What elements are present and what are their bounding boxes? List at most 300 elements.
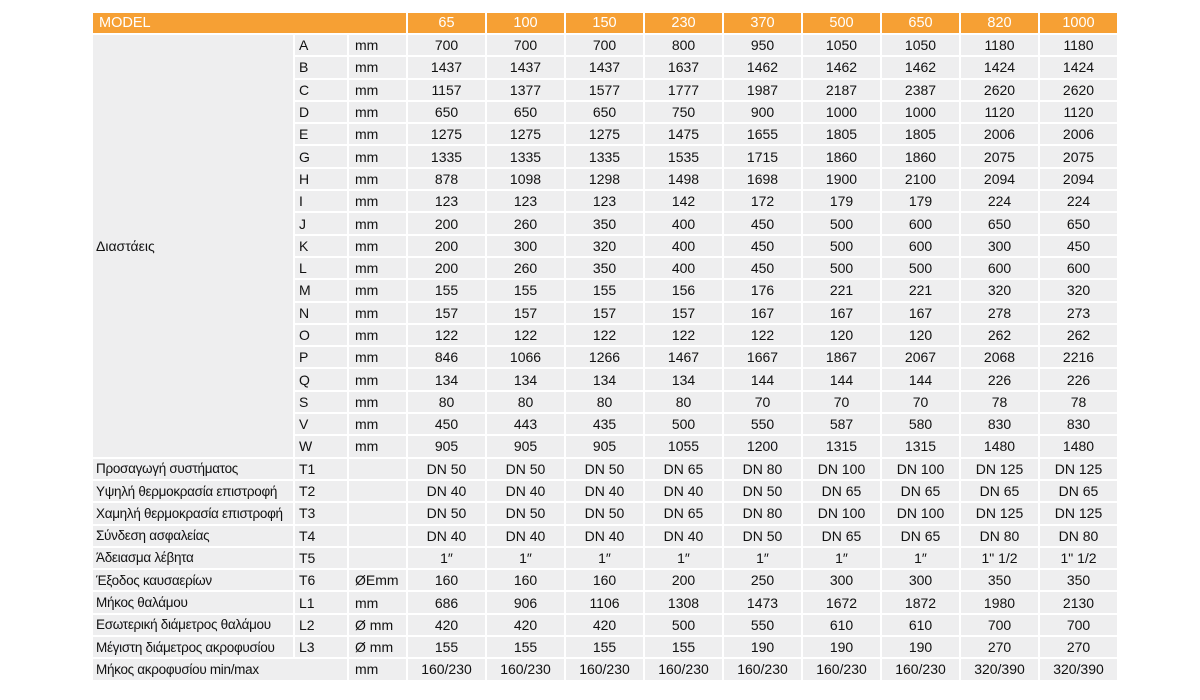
value-cell: 2006 xyxy=(961,124,1038,144)
value-cell: 1″ xyxy=(882,548,959,568)
connection-row xyxy=(93,459,1117,479)
row-label: Μήκος ακροφυσίου min/max xyxy=(93,659,347,679)
value-cell: 1805 xyxy=(803,124,880,144)
value-cell: 1473 xyxy=(724,592,801,612)
value-cell: 320 xyxy=(1040,280,1117,300)
value-cell: 2130 xyxy=(1040,592,1117,612)
value-cell: 1″ xyxy=(803,548,880,568)
dimensions-group-label: Διαστάεις xyxy=(93,35,293,457)
value-cell: 320/390 xyxy=(1040,659,1117,679)
value-cell: 450 xyxy=(1040,236,1117,256)
value-cell: 155 xyxy=(645,637,722,657)
row-unit: mm xyxy=(349,191,406,211)
model-label: MODEL xyxy=(93,13,406,33)
value-cell: 80 xyxy=(408,392,485,412)
row-unit xyxy=(349,459,406,479)
value-cell: 1667 xyxy=(724,347,801,367)
row-code: K xyxy=(295,236,347,256)
value-cell: 500 xyxy=(645,615,722,635)
value-cell: 650 xyxy=(961,213,1038,233)
row-code: T4 xyxy=(295,526,347,546)
value-cell: DN 40 xyxy=(645,526,722,546)
row-unit: mm xyxy=(349,258,406,278)
row-code: M xyxy=(295,280,347,300)
value-cell: 1424 xyxy=(1040,57,1117,77)
value-cell: DN 40 xyxy=(408,526,485,546)
row-code: T5 xyxy=(295,548,347,568)
value-cell: 1467 xyxy=(645,347,722,367)
value-cell: 878 xyxy=(408,169,485,189)
value-cell: 905 xyxy=(566,436,643,456)
value-cell: 1424 xyxy=(961,57,1038,77)
value-cell: DN 50 xyxy=(487,503,564,523)
value-cell: 167 xyxy=(724,303,801,323)
value-cell: DN 100 xyxy=(882,503,959,523)
value-cell: 123 xyxy=(487,191,564,211)
value-cell: 1200 xyxy=(724,436,801,456)
value-cell: 142 xyxy=(645,191,722,211)
value-cell: 350 xyxy=(566,213,643,233)
value-cell: 2100 xyxy=(882,169,959,189)
model-header: 370 xyxy=(724,13,801,33)
value-cell: 420 xyxy=(566,615,643,635)
value-cell: 1577 xyxy=(566,80,643,100)
value-cell: 1157 xyxy=(408,80,485,100)
value-cell: 350 xyxy=(961,570,1038,590)
value-cell: 1655 xyxy=(724,124,801,144)
value-cell: 70 xyxy=(882,392,959,412)
value-cell: DN 40 xyxy=(487,481,564,501)
value-cell: 144 xyxy=(803,369,880,389)
row-code: H xyxy=(295,169,347,189)
value-cell: 262 xyxy=(1040,325,1117,345)
connection-row xyxy=(93,548,1117,568)
row-label: Μήκος θαλάμου xyxy=(93,592,293,612)
model-header: 650 xyxy=(882,13,959,33)
row-code: O xyxy=(295,325,347,345)
value-cell: 157 xyxy=(487,303,564,323)
value-cell: 1987 xyxy=(724,80,801,100)
value-cell: 2075 xyxy=(961,146,1038,166)
value-cell: 1298 xyxy=(566,169,643,189)
value-cell: 550 xyxy=(724,615,801,635)
value-cell: DN 50 xyxy=(566,503,643,523)
value-cell: 1637 xyxy=(645,57,722,77)
value-cell: 2187 xyxy=(803,80,880,100)
model-header: 65 xyxy=(408,13,485,33)
value-cell: 500 xyxy=(882,258,959,278)
row-unit: mm xyxy=(349,303,406,323)
value-cell: DN 125 xyxy=(1040,459,1117,479)
row-unit: mm xyxy=(349,236,406,256)
value-cell: 122 xyxy=(645,325,722,345)
value-cell: DN 50 xyxy=(724,526,801,546)
value-cell: 123 xyxy=(408,191,485,211)
value-cell: 1308 xyxy=(645,592,722,612)
value-cell: 1480 xyxy=(961,436,1038,456)
value-cell: 1377 xyxy=(487,80,564,100)
value-cell: 160/230 xyxy=(645,659,722,679)
value-cell: 2620 xyxy=(961,80,1038,100)
value-cell: 1860 xyxy=(803,146,880,166)
value-cell: 1462 xyxy=(803,57,880,77)
value-cell: 905 xyxy=(408,436,485,456)
value-cell: 78 xyxy=(1040,392,1117,412)
row-unit xyxy=(349,526,406,546)
value-cell: 160/230 xyxy=(487,659,564,679)
value-cell: DN 40 xyxy=(566,526,643,546)
value-cell: 450 xyxy=(408,414,485,434)
value-cell: DN 65 xyxy=(1040,481,1117,501)
value-cell: 134 xyxy=(566,369,643,389)
value-cell: DN 50 xyxy=(408,459,485,479)
value-cell: 200 xyxy=(408,258,485,278)
value-cell: 80 xyxy=(487,392,564,412)
value-cell: 1120 xyxy=(1040,102,1117,122)
value-cell: DN 125 xyxy=(961,459,1038,479)
value-cell: 78 xyxy=(961,392,1038,412)
row-code: A xyxy=(295,35,347,55)
value-cell: 700 xyxy=(408,35,485,55)
value-cell: 500 xyxy=(645,414,722,434)
burner-length-row xyxy=(93,659,1117,679)
value-cell: 1050 xyxy=(882,35,959,55)
value-cell: 157 xyxy=(408,303,485,323)
row-code: J xyxy=(295,213,347,233)
row-unit: ØEmm xyxy=(349,570,406,590)
value-cell: 600 xyxy=(1040,258,1117,278)
value-cell: 160 xyxy=(408,570,485,590)
value-cell: 160 xyxy=(566,570,643,590)
value-cell: 587 xyxy=(803,414,880,434)
value-cell: 1120 xyxy=(961,102,1038,122)
value-cell: 122 xyxy=(724,325,801,345)
row-code: I xyxy=(295,191,347,211)
value-cell: 320/390 xyxy=(961,659,1038,679)
value-cell: 1275 xyxy=(566,124,643,144)
value-cell: 278 xyxy=(961,303,1038,323)
value-cell: DN 65 xyxy=(645,459,722,479)
connection-row xyxy=(93,615,1117,635)
value-cell: DN 50 xyxy=(487,459,564,479)
row-code: L2 xyxy=(295,615,347,635)
row-label: Μέγιστη διάμετρος ακροφυσίου xyxy=(93,637,293,657)
header-row xyxy=(93,13,1117,33)
value-cell: DN 65 xyxy=(961,481,1038,501)
value-cell: 260 xyxy=(487,258,564,278)
value-cell: 1462 xyxy=(882,57,959,77)
row-code: N xyxy=(295,303,347,323)
value-cell: 1275 xyxy=(408,124,485,144)
value-cell: 1498 xyxy=(645,169,722,189)
row-unit: Ø mm xyxy=(349,615,406,635)
value-cell: 1106 xyxy=(566,592,643,612)
row-unit: mm xyxy=(349,436,406,456)
value-cell: 1872 xyxy=(882,592,959,612)
value-cell: 155 xyxy=(408,280,485,300)
value-cell: 155 xyxy=(566,637,643,657)
row-unit: mm xyxy=(349,102,406,122)
value-cell: 226 xyxy=(1040,369,1117,389)
value-cell: 1900 xyxy=(803,169,880,189)
value-cell: DN 80 xyxy=(961,526,1038,546)
value-cell: 2068 xyxy=(961,347,1038,367)
value-cell: 200 xyxy=(408,213,485,233)
value-cell: 650 xyxy=(566,102,643,122)
value-cell: 226 xyxy=(961,369,1038,389)
value-cell: DN 65 xyxy=(882,526,959,546)
value-cell: 179 xyxy=(803,191,880,211)
value-cell: 443 xyxy=(487,414,564,434)
row-unit: mm xyxy=(349,592,406,612)
row-code: G xyxy=(295,146,347,166)
row-label: Χαμηλή θερμοκρασία επιστροφή xyxy=(93,503,293,523)
value-cell: 70 xyxy=(803,392,880,412)
value-cell: 350 xyxy=(566,258,643,278)
value-cell: 221 xyxy=(803,280,880,300)
value-cell: DN 80 xyxy=(1040,526,1117,546)
dimension-row xyxy=(93,35,1117,55)
value-cell: 650 xyxy=(1040,213,1117,233)
value-cell: 155 xyxy=(487,637,564,657)
value-cell: 144 xyxy=(882,369,959,389)
row-unit: Ø mm xyxy=(349,637,406,657)
row-unit: mm xyxy=(349,280,406,300)
row-unit: mm xyxy=(349,35,406,55)
row-code: P xyxy=(295,347,347,367)
row-code: E xyxy=(295,124,347,144)
row-unit: mm xyxy=(349,659,406,679)
value-cell: 350 xyxy=(1040,570,1117,590)
value-cell: 1437 xyxy=(408,57,485,77)
value-cell: 155 xyxy=(408,637,485,657)
value-cell: 450 xyxy=(724,213,801,233)
value-cell: 200 xyxy=(408,236,485,256)
value-cell: 1475 xyxy=(645,124,722,144)
value-cell: 160/230 xyxy=(724,659,801,679)
value-cell: 610 xyxy=(882,615,959,635)
value-cell: 120 xyxy=(882,325,959,345)
value-cell: 1335 xyxy=(408,146,485,166)
value-cell: 830 xyxy=(961,414,1038,434)
value-cell: DN 65 xyxy=(882,481,959,501)
value-cell: DN 50 xyxy=(566,459,643,479)
row-code: Q xyxy=(295,369,347,389)
row-code: T6 xyxy=(295,570,347,590)
value-cell: 500 xyxy=(803,213,880,233)
value-cell: DN 100 xyxy=(803,503,880,523)
value-cell: 80 xyxy=(645,392,722,412)
value-cell: 300 xyxy=(961,236,1038,256)
value-cell: 1535 xyxy=(645,146,722,166)
row-label: Προσαγωγή συστήματος xyxy=(93,459,293,479)
value-cell: 450 xyxy=(724,236,801,256)
value-cell: 846 xyxy=(408,347,485,367)
value-cell: 1" 1/2 xyxy=(1040,548,1117,568)
value-cell: 600 xyxy=(882,213,959,233)
value-cell: 1″ xyxy=(566,548,643,568)
spec-table-container xyxy=(91,11,1119,682)
value-cell: 830 xyxy=(1040,414,1117,434)
row-unit xyxy=(349,503,406,523)
row-unit: mm xyxy=(349,169,406,189)
value-cell: DN 100 xyxy=(882,459,959,479)
value-cell: 580 xyxy=(882,414,959,434)
row-label: Άδειασμα λέβητα xyxy=(93,548,293,568)
value-cell: 1335 xyxy=(566,146,643,166)
value-cell: 122 xyxy=(487,325,564,345)
value-cell: 400 xyxy=(645,236,722,256)
value-cell: 270 xyxy=(961,637,1038,657)
value-cell: 550 xyxy=(724,414,801,434)
row-unit: mm xyxy=(349,80,406,100)
model-header: 500 xyxy=(803,13,880,33)
value-cell: 190 xyxy=(882,637,959,657)
value-cell: DN 100 xyxy=(803,459,880,479)
row-label: Υψηλή θερμοκρασία επιστροφή xyxy=(93,481,293,501)
value-cell: 167 xyxy=(882,303,959,323)
value-cell: DN 125 xyxy=(1040,503,1117,523)
row-unit: mm xyxy=(349,369,406,389)
value-cell: 1805 xyxy=(882,124,959,144)
value-cell: 250 xyxy=(724,570,801,590)
value-cell: 190 xyxy=(803,637,880,657)
value-cell: 700 xyxy=(566,35,643,55)
row-unit: mm xyxy=(349,213,406,233)
row-unit: mm xyxy=(349,57,406,77)
value-cell: 450 xyxy=(724,258,801,278)
value-cell: 176 xyxy=(724,280,801,300)
value-cell: 155 xyxy=(566,280,643,300)
value-cell: 122 xyxy=(408,325,485,345)
value-cell: 1462 xyxy=(724,57,801,77)
value-cell: DN 65 xyxy=(803,526,880,546)
value-cell: 435 xyxy=(566,414,643,434)
model-header: 820 xyxy=(961,13,1038,33)
value-cell: 1180 xyxy=(961,35,1038,55)
value-cell: 134 xyxy=(408,369,485,389)
value-cell: 1777 xyxy=(645,80,722,100)
value-cell: 750 xyxy=(645,102,722,122)
model-header: 230 xyxy=(645,13,722,33)
model-header: 150 xyxy=(566,13,643,33)
model-header: 100 xyxy=(487,13,564,33)
value-cell: 600 xyxy=(882,236,959,256)
value-cell: 144 xyxy=(724,369,801,389)
value-cell: 905 xyxy=(487,436,564,456)
value-cell: 686 xyxy=(408,592,485,612)
value-cell: DN 50 xyxy=(408,503,485,523)
value-cell: 80 xyxy=(566,392,643,412)
value-cell: DN 50 xyxy=(724,481,801,501)
value-cell: 1066 xyxy=(487,347,564,367)
value-cell: 2387 xyxy=(882,80,959,100)
value-cell: 1315 xyxy=(803,436,880,456)
value-cell: 1480 xyxy=(1040,436,1117,456)
value-cell: 190 xyxy=(724,637,801,657)
value-cell: 224 xyxy=(1040,191,1117,211)
value-cell: 700 xyxy=(487,35,564,55)
value-cell: 610 xyxy=(803,615,880,635)
value-cell: 800 xyxy=(645,35,722,55)
value-cell: 1″ xyxy=(408,548,485,568)
value-cell: 160/230 xyxy=(566,659,643,679)
value-cell: 950 xyxy=(724,35,801,55)
row-unit: mm xyxy=(349,414,406,434)
row-unit: mm xyxy=(349,392,406,412)
value-cell: 172 xyxy=(724,191,801,211)
value-cell: DN 40 xyxy=(566,481,643,501)
value-cell: 400 xyxy=(645,213,722,233)
value-cell: 1″ xyxy=(724,548,801,568)
row-label: Έξοδος καυσαερίων xyxy=(93,570,293,590)
value-cell: 420 xyxy=(408,615,485,635)
value-cell: 221 xyxy=(882,280,959,300)
value-cell: 1000 xyxy=(882,102,959,122)
value-cell: 120 xyxy=(803,325,880,345)
value-cell: DN 80 xyxy=(724,503,801,523)
row-code: S xyxy=(295,392,347,412)
row-code: V xyxy=(295,414,347,434)
value-cell: 906 xyxy=(487,592,564,612)
value-cell: DN 40 xyxy=(408,481,485,501)
value-cell: 2006 xyxy=(1040,124,1117,144)
value-cell: DN 65 xyxy=(645,503,722,523)
value-cell: 1275 xyxy=(487,124,564,144)
row-unit: mm xyxy=(349,146,406,166)
value-cell: 650 xyxy=(487,102,564,122)
connection-row xyxy=(93,526,1117,546)
row-code: W xyxy=(295,436,347,456)
value-cell: 300 xyxy=(882,570,959,590)
value-cell: 1715 xyxy=(724,146,801,166)
row-code: T3 xyxy=(295,503,347,523)
value-cell: 270 xyxy=(1040,637,1117,657)
value-cell: 1055 xyxy=(645,436,722,456)
value-cell: 200 xyxy=(645,570,722,590)
connection-row xyxy=(93,481,1117,501)
value-cell: 160 xyxy=(487,570,564,590)
value-cell: 157 xyxy=(566,303,643,323)
value-cell: 262 xyxy=(961,325,1038,345)
value-cell: 134 xyxy=(645,369,722,389)
row-label: Σύνδεση ασφαλείας xyxy=(93,526,293,546)
value-cell: 2067 xyxy=(882,347,959,367)
row-unit xyxy=(349,548,406,568)
value-cell: 2075 xyxy=(1040,146,1117,166)
value-cell: 134 xyxy=(487,369,564,389)
value-cell: 260 xyxy=(487,213,564,233)
value-cell: 1867 xyxy=(803,347,880,367)
value-cell: DN 40 xyxy=(645,481,722,501)
model-header: 1000 xyxy=(1040,13,1117,33)
row-code: L xyxy=(295,258,347,278)
row-code: D xyxy=(295,102,347,122)
connection-row xyxy=(93,503,1117,523)
value-cell: 1698 xyxy=(724,169,801,189)
value-cell: 1980 xyxy=(961,592,1038,612)
value-cell: 500 xyxy=(803,258,880,278)
row-label: Εσωτερική διάμετρος θαλάμου xyxy=(93,615,293,635)
row-code: T1 xyxy=(295,459,347,479)
value-cell: 1000 xyxy=(803,102,880,122)
value-cell: 1180 xyxy=(1040,35,1117,55)
value-cell: 1″ xyxy=(487,548,564,568)
value-cell: 1315 xyxy=(882,436,959,456)
value-cell: 300 xyxy=(803,570,880,590)
value-cell: 400 xyxy=(645,258,722,278)
value-cell: DN 40 xyxy=(487,526,564,546)
